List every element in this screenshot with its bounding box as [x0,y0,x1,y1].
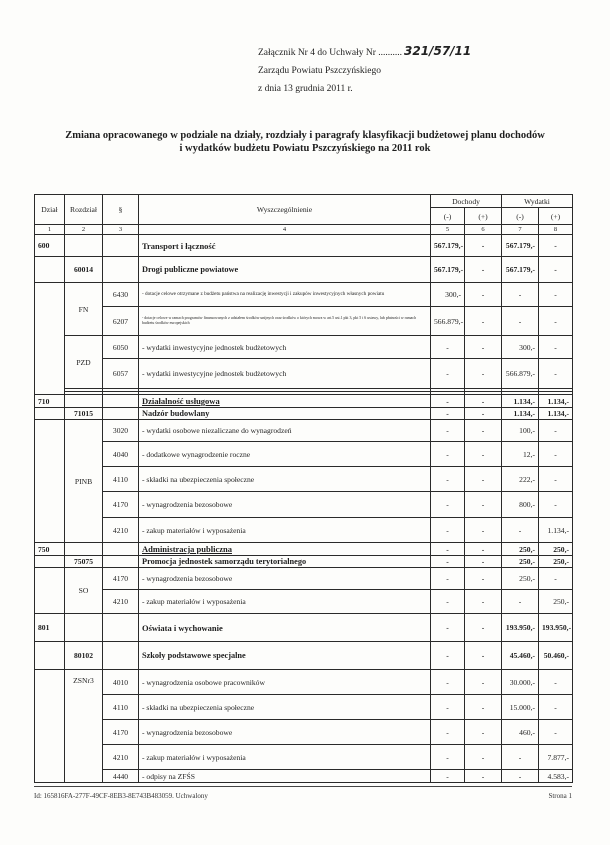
header-wydatki-minus: (-) [502,208,539,225]
value-cell: 222,- [502,467,539,492]
value-cell: - [431,770,465,783]
table-row [35,408,573,420]
value-cell: 100,- [502,420,539,442]
value-cell: - [431,492,465,518]
item-description: - składki na ubezpieczenia społeczne [139,467,431,492]
dzial-name: Działalność usługowa [139,395,431,408]
col-number: 6 [465,225,502,235]
col-number: 2 [65,225,103,235]
value-cell: 566.879,- [431,307,465,336]
value-cell: - [465,568,502,590]
table-row [35,556,573,568]
item-description: - wynagrodzenia osobowe pracowników [139,670,431,695]
unit-code: PZD [65,336,103,389]
document-header [258,42,471,98]
paragraph-code: 4010 [103,670,139,695]
header-wyszczegolnienie: Wyszczególnienie [139,195,431,225]
table-row [35,307,573,336]
value-cell: - [431,670,465,695]
col-number: 3 [103,225,139,235]
value-cell: - [431,543,465,556]
item-description: - dodatkowe wynagrodzenie roczne [139,442,431,467]
item-description: - zakup materiałów i wyposażenia [139,590,431,614]
title-line-2: i wydatków budżetu Powiatu Pszczyńskiego na 2011 rok [179,143,431,154]
value-cell: 1.134,- [502,408,539,420]
value-cell: - [431,395,465,408]
table-row [35,770,573,783]
value-cell: 800,- [502,492,539,518]
item-description: - wydatki inwestycyjne jednostek budżetowych [139,336,431,359]
document-title [30,129,580,155]
header-dochody-plus: (+) [465,208,502,225]
dzial-code: 750 [35,543,65,556]
header-dochody: Dochody [431,195,502,208]
col-number: 5 [431,225,465,235]
value-cell: 250,- [502,568,539,590]
value-cell: 193.950,- [539,614,573,642]
value-cell: - [431,720,465,745]
value-cell: 193.950,- [502,614,539,642]
dzial-code: 801 [35,614,65,642]
value-cell: - [465,720,502,745]
dzial-name: Transport i łączność [139,235,431,257]
unit-code: PINB [65,420,103,543]
table-row [35,467,573,492]
unit-code: ZSNr3 [65,670,103,783]
value-cell: - [465,467,502,492]
item-description: - wynagrodzenia bezosobowe [139,568,431,590]
table-row [35,395,573,408]
value-cell: 4.583,- [539,770,573,783]
item-description: - składki na ubezpieczenia społeczne [139,695,431,720]
value-cell: 250,- [539,556,573,568]
table-row [35,745,573,770]
header-dochody-minus: (-) [431,208,465,225]
value-cell: - [539,359,573,389]
paragraph-code: 4170 [103,720,139,745]
value-cell: - [465,336,502,359]
value-cell: 50.460,- [539,642,573,670]
item-description: - odpisy na ZFŚS [139,770,431,783]
value-cell: - [465,283,502,307]
table-row [35,336,573,359]
unit-code: SO [65,568,103,614]
value-cell: - [502,770,539,783]
value-cell: - [431,614,465,642]
page-number: Strona 1 [548,792,572,800]
paragraph-code: 6050 [103,336,139,359]
value-cell: 300,- [502,336,539,359]
value-cell: 1.134,- [539,408,573,420]
value-cell: - [465,518,502,543]
budget-table [34,194,573,783]
value-cell: - [465,420,502,442]
value-cell: - [465,745,502,770]
value-cell: 300,- [431,283,465,307]
rozdzial-code: 80102 [65,642,103,670]
value-cell: - [539,336,573,359]
value-cell: - [431,336,465,359]
item-description: - zakup materiałów i wyposażenia [139,518,431,543]
table-row [35,670,573,695]
value-cell: - [465,614,502,642]
value-cell: - [502,518,539,543]
dzial-code: 710 [35,395,65,408]
table-row [35,257,573,283]
resolution-number: 321/57/11 [404,44,472,58]
item-description: - zakup materiałów i wyposażenia [139,745,431,770]
title-line-1: Zmiana opracowanego w podziale na działy, rozdziały i paragrafy klasyfikacji budżetowej planu dochodów [65,130,545,141]
item-description: - wydatki osobowe niezaliczane do wynagrodzeń [139,420,431,442]
paragraph-code: 4170 [103,492,139,518]
rozdzial-code: 75075 [65,556,103,568]
item-description: - dotacje celowe otrzymane z budżetu państwa na realizację inwestycji i zakupów inwestycyjnych własnych powiatu [139,283,431,307]
header-wydatki-plus: (+) [539,208,573,225]
value-cell: - [465,642,502,670]
table-row [35,359,573,389]
item-description: - dotacje celowe w ramach programów finansowanych z udziałem środków unijnych oraz środków o których mowa w art.5 ust.1 pkt 3, pkt 5 i 6 ustawy, lub płatności w ramach budżetu środków europejskich [139,307,431,336]
value-cell: - [465,235,502,257]
table-row [35,283,573,307]
value-cell: - [502,590,539,614]
value-cell: - [465,257,502,283]
value-cell: - [431,359,465,389]
paragraph-code: 6430 [103,283,139,307]
value-cell: - [502,745,539,770]
value-cell: 567.179,- [431,235,465,257]
value-cell: - [431,642,465,670]
item-description: - wynagrodzenia bezosobowe [139,720,431,745]
table-row [35,720,573,745]
value-cell: - [539,442,573,467]
value-cell: - [539,695,573,720]
table-row [35,235,573,257]
col-number: 7 [502,225,539,235]
value-cell: 566.879,- [502,359,539,389]
table-row [35,695,573,720]
value-cell: - [431,442,465,467]
value-cell: - [539,283,573,307]
table-row [35,518,573,543]
footer-divider [34,786,572,787]
value-cell: - [465,770,502,783]
column-numbers-row [35,225,573,235]
value-cell: 7.877,- [539,745,573,770]
paragraph-code: 4440 [103,770,139,783]
paragraph-code: 4040 [103,442,139,467]
header-line-3: z dnia 13 grudnia 2011 r. [258,84,353,94]
value-cell: - [465,670,502,695]
header-line-2: Zarządu Powiatu Pszczyńskiego [258,66,381,76]
value-cell: - [539,467,573,492]
paragraph-code: 4210 [103,518,139,543]
table-row [35,543,573,556]
value-cell: - [539,492,573,518]
header-paragraf: § [103,195,139,225]
value-cell: - [431,568,465,590]
col-number: 1 [35,225,65,235]
value-cell: 12,- [502,442,539,467]
rozdzial-code: 71015 [65,408,103,420]
document-id: Id: 165816FA-277F-49CF-8EB3-8E743B483059. Uchwalony [34,792,208,800]
value-cell: - [539,568,573,590]
value-cell: - [502,307,539,336]
table-row [35,442,573,467]
paragraph-code: 4170 [103,568,139,590]
value-cell: - [539,307,573,336]
value-cell: - [465,492,502,518]
value-cell: 460,- [502,720,539,745]
value-cell: - [431,420,465,442]
value-cell: 30.000,- [502,670,539,695]
value-cell: - [465,395,502,408]
value-cell: - [465,543,502,556]
value-cell: 250,- [502,556,539,568]
value-cell: - [431,408,465,420]
paragraph-code: 4210 [103,745,139,770]
rozdzial-code: 60014 [65,257,103,283]
header-wydatki: Wydatki [502,195,573,208]
value-cell: 1.134,- [502,395,539,408]
value-cell: 567.179,- [502,257,539,283]
value-cell: - [431,745,465,770]
value-cell: - [465,590,502,614]
paragraph-code: 4110 [103,695,139,720]
value-cell: - [465,408,502,420]
table-row [35,590,573,614]
dzial-code: 600 [35,235,65,257]
item-description: - wynagrodzenia bezosobowe [139,492,431,518]
header-dzial: Dział [35,195,65,225]
value-cell: 567.179,- [502,235,539,257]
value-cell: - [431,590,465,614]
rozdzial-name: Drogi publiczne powiatowe [139,257,431,283]
value-cell: - [431,518,465,543]
header-rozdzial: Rozdział [65,195,103,225]
value-cell: - [431,467,465,492]
rozdzial-name: Nadzór budowlany [139,408,431,420]
value-cell: - [431,695,465,720]
col-number: 4 [139,225,431,235]
dzial-name: Oświata i wychowanie [139,614,431,642]
value-cell: - [465,442,502,467]
value-cell: 1.134,- [539,518,573,543]
rozdzial-name: Szkoły podstawowe specjalne [139,642,431,670]
value-cell: - [465,307,502,336]
value-cell: 45.460,- [502,642,539,670]
paragraph-code: 3020 [103,420,139,442]
table-row [35,568,573,590]
table-row [35,642,573,670]
page-footer [34,792,572,800]
value-cell: 250,- [539,590,573,614]
value-cell: - [431,556,465,568]
value-cell: - [539,257,573,283]
paragraph-code: 4110 [103,467,139,492]
paragraph-code: 6207 [103,307,139,336]
value-cell: 1.134,- [539,395,573,408]
value-cell: 567.179,- [431,257,465,283]
value-cell: - [539,420,573,442]
rozdzial-name: Promocja jednostek samorządu terytorialnego [139,556,431,568]
table-row [35,492,573,518]
paragraph-code: 6057 [103,359,139,389]
dzial-name: Administracja publiczna [139,543,431,556]
header-line-1: Załącznik Nr 4 do Uchwały Nr .......... 321/57/11 [258,44,472,58]
unit-code: FN [65,283,103,336]
value-cell: 250,- [502,543,539,556]
value-cell: - [539,235,573,257]
value-cell: - [465,359,502,389]
item-description: - wydatki inwestycyjne jednostek budżetowych [139,359,431,389]
value-cell: - [465,695,502,720]
paragraph-code: 4210 [103,590,139,614]
value-cell: - [539,670,573,695]
table-row [35,614,573,642]
value-cell: - [465,556,502,568]
value-cell: - [539,720,573,745]
col-number: 8 [539,225,573,235]
value-cell: 250,- [539,543,573,556]
value-cell: - [502,283,539,307]
value-cell: 15.000,- [502,695,539,720]
table-row [35,420,573,442]
